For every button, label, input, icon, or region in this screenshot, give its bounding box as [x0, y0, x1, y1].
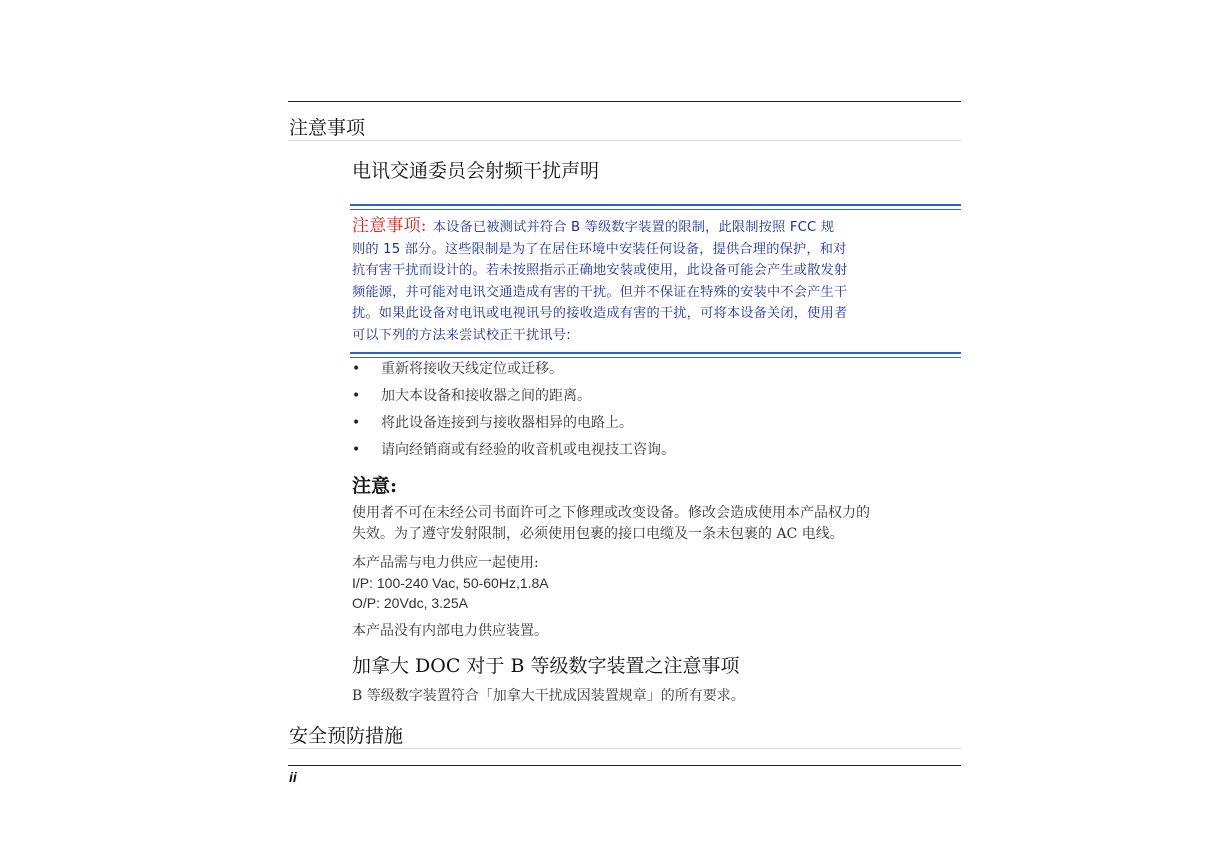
notice-line-1: 注意事项: 本设备已被测试并符合 B 等级数字装置的限制，此限制按照 FCC 规 — [352, 216, 835, 236]
list-item: • 重新将接收天线定位或迁移。 — [352, 361, 563, 377]
caution-paragraph — [352, 503, 964, 545]
page-number: ii — [289, 769, 297, 785]
section-title-notice: 注意事项 — [289, 117, 366, 139]
notice-line-6: 可以下列的方法来尝试校正干扰讯号: — [352, 327, 571, 343]
notice-line-4: 频能源，并可能对电讯交通造成有害的干扰。但并不保证在特殊的安装中不会产生干 — [352, 284, 848, 300]
power-input-spec: I/P: 100-240 Vac, 50-60Hz,1.8A — [352, 575, 549, 591]
notice-label: 注意事项: — [352, 216, 427, 236]
power-output-spec: O/P: 20Vdc, 3.25A — [352, 595, 468, 611]
interference-remedies-list — [352, 360, 675, 468]
notice-line-3: 抗有害干扰而设计的。若未按照指示正确地安装或使用，此设备可能会产生或散发射 — [352, 263, 848, 278]
caution-line-1: 使用者不可在未经公司书面许可之下修理或改变设备。修改会造成使用本产品权力的 — [352, 505, 870, 521]
fcc-notice-box — [350, 204, 961, 358]
bullet-icon: • — [352, 388, 361, 404]
bottom-rule — [288, 765, 961, 766]
canada-doc-text: B 等级数字装置符合「加拿大干扰成因装置规章」的所有要求。 — [352, 688, 745, 704]
notice-bottom-rule — [350, 352, 961, 358]
safety-title-underline — [288, 748, 961, 749]
canada-doc-title: 加拿大 DOC 对于 B 等级数字装置之注意事项 — [352, 655, 740, 677]
bullet-icon: • — [352, 415, 361, 431]
no-internal-power-text: 本产品没有内部电力供应装置。 — [352, 623, 548, 639]
notice-line-2: 则的 15 部分。这些限制是为了在居住环境中安装任何设备，提供合理的保护，和对 — [352, 241, 847, 257]
section-title-underline — [288, 140, 961, 141]
caution-title: 注意: — [352, 475, 398, 497]
bullet-icon: • — [352, 442, 361, 458]
section-title-safety: 安全预防措施 — [289, 725, 404, 747]
list-item: • 将此设备连接到与接收器相异的电路上。 — [352, 415, 633, 431]
notice-text — [350, 210, 961, 352]
bullet-icon: • — [352, 361, 361, 377]
notice-line-5: 扰。如果此设备对电讯或电视讯号的接收造成有害的干扰，可将本设备关闭，使用者 — [352, 306, 848, 321]
top-rule — [288, 101, 961, 102]
caution-line-2: 失效。为了遵守发射限制，必须使用包裹的接口电缆及一条未包裹的 AC 电线。 — [352, 526, 844, 542]
power-intro: 本产品需与电力供应一起使用: — [352, 555, 539, 571]
list-item: • 加大本设备和接收器之间的距离。 — [352, 388, 591, 404]
power-paragraph — [352, 553, 549, 613]
list-item: • 请向经销商或有经验的收音机或电视技工咨询。 — [352, 442, 675, 458]
subsection-title-fcc: 电讯交通委员会射频干扰声明 — [352, 160, 600, 182]
